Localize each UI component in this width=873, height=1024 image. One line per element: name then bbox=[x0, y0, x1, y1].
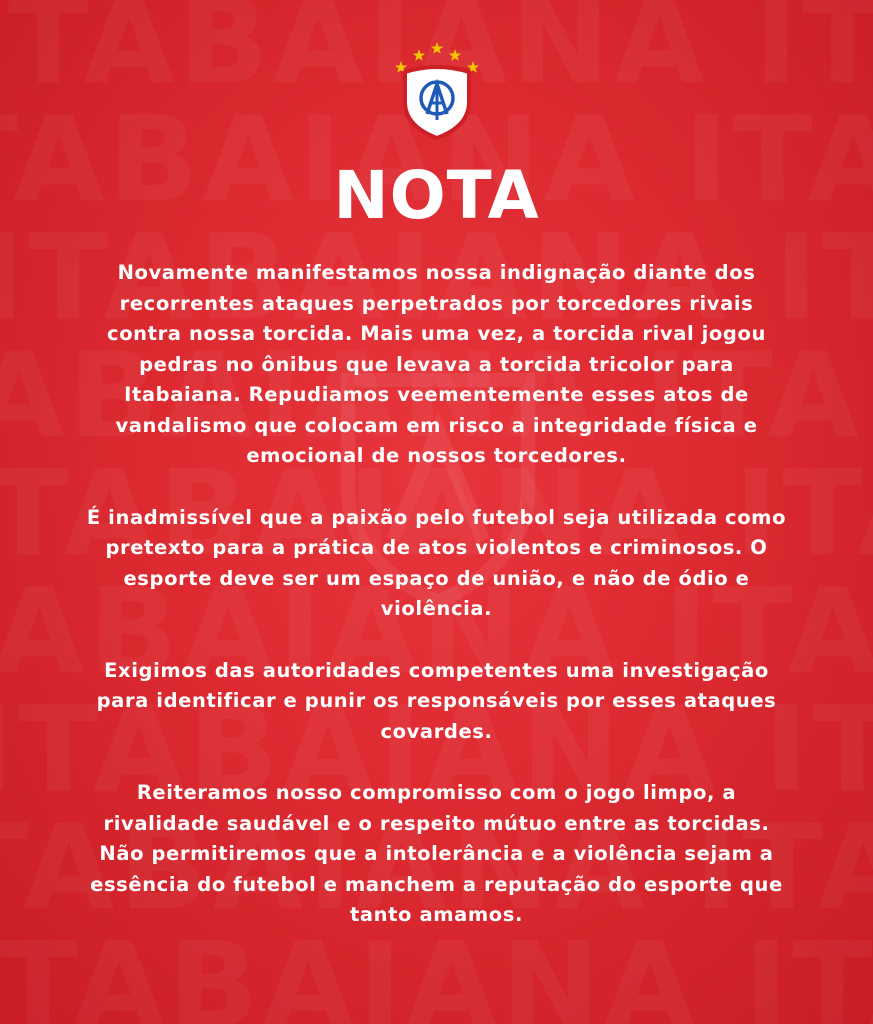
paragraph: Exigimos das autoridades competentes uma investigação para identificar e punir os responsáveis por esses ataques covardes. bbox=[96, 658, 777, 743]
club-crest-icon bbox=[393, 40, 481, 140]
paragraph: É inadmissível que a paixão pelo futebol seja utilizada como pretexto para a prática de atos violentos e criminosos. O esporte deve ser um espaço de união, e não de ódio e violência. bbox=[86, 505, 787, 620]
paragraph: Reiteramos nosso compromisso com o jogo limpo, a rivalidade saudável e o respeito mútuo entre as torcidas. Não permitiremos que a intolerância e a violência sejam a essência do futebol e manchem a reputação do esporte que tanto amamos. bbox=[90, 781, 783, 926]
statement-body bbox=[80, 258, 793, 962]
page-title: NOTA bbox=[333, 157, 540, 234]
paragraph: Novamente manifestamos nossa indignação diante dos recorrentes ataques perpetrados por torcedores rivais contra nossa torcida. Mais uma vez, a torcida rival jogou pedras no ônibus que levava a torcida tricolor para Itabaiana. Repudiamos veementemente esses atos de vandalismo que colocam em risco a integridade física e emocional de nossos torcedores. bbox=[107, 261, 766, 467]
